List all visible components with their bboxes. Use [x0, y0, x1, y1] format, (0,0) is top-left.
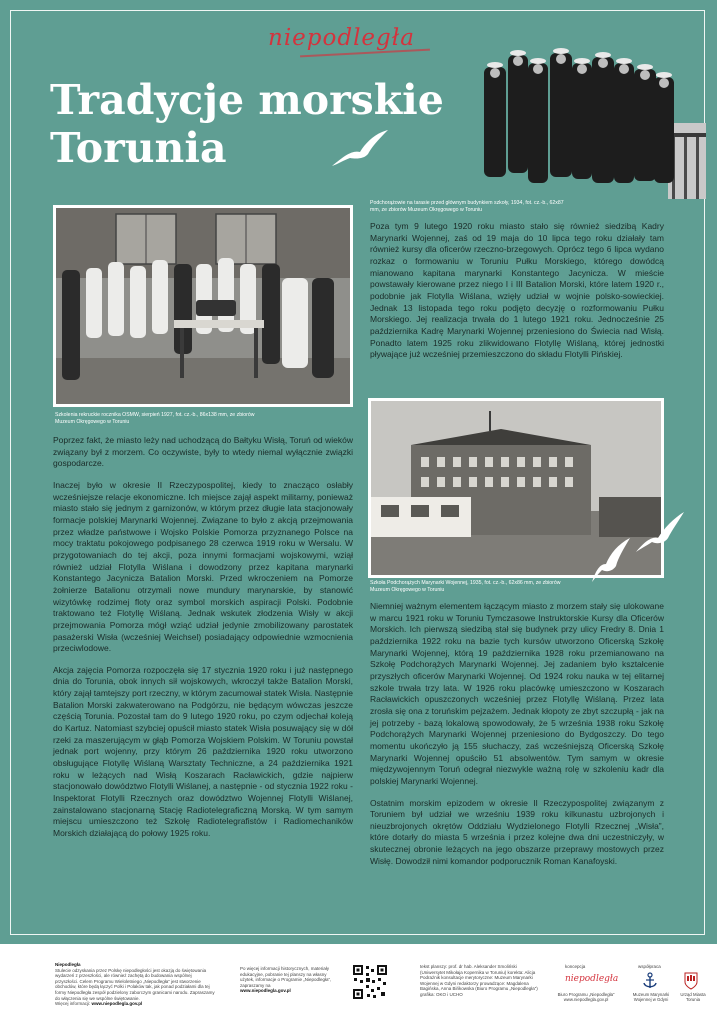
footer-city-name: Urząd Miasta Torunia	[680, 992, 706, 1002]
footer-concept-org	[556, 992, 616, 1002]
article-left-column	[53, 435, 353, 850]
footer-program-link-line	[55, 1001, 215, 1007]
paragraph: Ostatnim morskim epizodem w okresie II Rzeczypospolitej związanym z Toruniem był udział we wrześniu 1939 roku kilkunastu uzbrojonych i nieuzbrojonych okrętów Oddziału Wydzielonego Flotylli Rzecznej „Wisła”, które dotarły do miasta 5 września i przez kolejne dwa dni uczestniczyły, w skutecznej obronie leżących na jego obszarze przeprawy mostowych przez Wisłę. Dowodził nimi komandor podporucznik Roman Kanafoyski.	[370, 797, 664, 866]
recruit-training-illustration	[56, 208, 350, 404]
paragraph: Poprzez fakt, że miasto leży nad uchodzącą do Bałtyku Wisłą, Toruń od wieków związany był z morzem. Co oczywiste, były to wtedy niemal wyłącznie związki gospodarcze.	[53, 435, 353, 469]
seagull-icon	[634, 508, 686, 556]
caption-middle-right: Szkoła Podchorążych Marynarki Wojennej, 1935, fot. cz.-b., 62x86 mm, ze zbiorów Muzeum Okręgowego w Toruniu	[370, 580, 561, 593]
footer-credits-text: tekst planszy: prof. dr hab. Aleksander Smoliński (Uniwersytet Mikołaja Kopernika w Toruniu) korekta: Alicja Podrażnik konsultacje merytoryczne: Muzeum Marynarki Wojennej w Gdyni redaktorzy prowadzące: Magdalena Bagińska, Anna Bińkowska (Biuro Programu „Niepodległa”) grafika: OKO i UCHO	[420, 964, 538, 997]
footer-cooperation-label: współpraca	[638, 964, 661, 969]
qr-code-icon[interactable]	[352, 964, 388, 1000]
footer-program-text: Stulecie odzyskania przez Polskę niepodległości jest okazją do świętowania wydarzeń z przeszłości, ale również zachętą do budowania wspólnej przyszłości. Celem Programu Wieloletniego „Niepodległa” jest stworzenie obchodów, które będą łączyć Polki i Polaków tak, jak ponad podziałami dla tej formy Niepodległa zespół podzielony zaborczym granicami narodu. Zapraszamy do włączenia się we wspólne świętowanie.	[55, 967, 215, 1001]
seagull-icon	[588, 536, 632, 586]
photo-cadets-terrace	[468, 33, 706, 199]
caption-top-right: Podchorążowie na tarasie przed głównym budynkiem szkoły, 1934, fot. cz.-b., 62x87 mm, ze zbiorów Muzeum Okręgowego w Toruniu	[370, 200, 564, 213]
title-line-1: Tradycje morskie	[50, 76, 444, 124]
title-line-2: Torunia	[50, 124, 227, 172]
footer	[0, 944, 717, 1024]
caption-middle-left: Szkolenia rekruckie rocznika OSMW, sierpień 1927, fot. cz.-b., 86x138 mm, ze zbiorów Muzeum Okręgowego w Toruniu	[55, 412, 255, 425]
footer-program-link[interactable]: www.niepodlegla.gov.pl	[91, 1001, 143, 1007]
footer-concept-logo: niepodległa	[565, 974, 619, 984]
paragraph: Akcja zajęcia Pomorza rozpoczęła się 17 stycznia 1920 roku i już następnego dnia do Torunia, obok innych sił wojskowych, wkroczył także Batalion Morski, który zajął tamtejszy port rzeczny, w którym zacumował statek Wisła. Następnie Batalion Morski zakwaterowano na Podgórzu, nie będącym wówczas jeszcze częścią Torunia. Pozostał tam do 9 lutego 1920 roku, po czym odjechał koleją do Kartuz. Natomiast szybciej opuścił miasto statek Wisła posuwający się w dół rzeki za maszerującym w głąb Pomorza Wojskiem Polskim. W Toruniu powstał jednak port wojenny, przy którym 26 października 1920 roku utworzono obsługujące Flotyllę Wiślaną Warsztaty Techniczne, a 24 października 1921 roku w leżących nad Wisłą Koszarach Racławickich, gdzie najpierw stacjonowało dowództwo Flotylli Wiślanej, a następnie - od stycznia 1922 roku - Inspektorat Flotylli Rzecznych oraz dowództwo Wojennej Flotylli Wiślanej, zainstalowano stacjonarną Stację Radiotelegraficzną Morską. W tym samym miejscu umieszczono też Szkołę Radiotelegrafistów i Radiomechaników Morskich działającą do połowy 1925 roku.	[53, 664, 353, 838]
paragraph: Niemniej ważnym elementem łączącym miasto z morzem stały się ulokowane w marcu 1921 roku w Toruniu Tymczasowe Instruktorskie Kursy dla Oficerów Morskich. Ich pierwszą siedzibą stał się budynek przy ulicy Fredry 8. Dnia 1 października 1922 roku na bazie tych kursów utworzono Oficerską Szkołę Marynarki Wojennej, którą 19 października 1928 roku przemianowano na Szkołę Podchorążych Marynarki Wojennej. Jej zadaniem było kształcenie przyszłych oficerów Marynarki Wojennej. Od 1924 roku nauka w tej elitarnej szkole trwała trzy lata. W 1926 roku placówkę umieszczono w Koszarach Racławickich opuszczonych wcześniej przez Flotyllę Wiślaną. Przez lata zrosła się ona z toruńskim pejzażem. Jednak kłopoty ze zbyt szczupłą - jak na jej potrzeby - bazą lokalową spowodowały, że 5 września 1938 roku Szkołę Podchorążych Marynarki Wojennej przeniesiono do Bydgoszczy. Do tego momentu ukończyło ją 155 słuchaczy, zaś wcześniejszą Oficerską Szkołę Marynarki Wojennej opuściło 51 absolwentów. Tym samym w okresie międzywojennym Toruń odegrał niezwykle ważną rolę w szkoleniu kadr dla polskiej Marynarki Wojennej.	[370, 601, 664, 786]
footer-concept-label: koncepcja	[565, 964, 586, 969]
footer-concept-org-name: Biuro Programu „Niepodległa”	[557, 992, 615, 997]
brand-logo: niepodległa	[268, 25, 415, 51]
paragraph: Poza tym 9 lutego 1920 roku miasto stało się również siedzibą Kadry Marynarki Wojennej, zaś od 19 maja do 10 lipca tego roku działały tam również kursy dla oficerów rzeczno-brzegowych. Oprócz tego 6 lipca wydano rozkaz o formowaniu w Toruniu Pułku Morskiego, którego dowódcą mianowano kapitana marynarki Konstantego Jacynicza. W mieście powstawały kierowane przez niego I i III Batalion Morski, które latem 1920 r., podobnie jak Flotylla Wiślana, wzięły udział w wojnie polsko-sowieckiej. Jednak 13 listopada tego roku podjęto decyzję o rozformowaniu Pułku Morskiego. Jej realizacja trwała do 1 lutego 1921 roku. Jednocześnie 25 października Kadrę Marynarki Wojennej przeniesiono do Świecia nad Wisłą. Ponadto latem 1925 roku zlikwidowano Flotyllę Wiślaną, której jednostki pływające już wcześniej przemieszczono do składu Flotylli Pińskiej.	[370, 221, 664, 360]
footer-program-link-prefix: Więcej informacji:	[55, 1001, 92, 1007]
anchor-icon	[642, 972, 658, 990]
cadets-terrace-illustration	[468, 33, 706, 199]
footer-concept-link[interactable]: www.niepodlegla.gov.pl	[563, 997, 609, 1002]
article-right-top	[370, 221, 664, 371]
footer-info-text: Po więcej informacji historycznych, materiały edukacyjne, pobranie tej planszy na własny użytek, informacje o Programie „Niepodległa”, zapraszamy na	[240, 966, 332, 988]
article-right-bottom	[370, 601, 664, 877]
footer-program-block	[55, 962, 215, 1007]
footer-info-block	[240, 966, 340, 994]
footer-credits-block	[420, 964, 540, 998]
city-crest-icon	[684, 972, 698, 990]
footer-info-link[interactable]: www.niepodlegla.gov.pl	[240, 988, 291, 994]
seagull-icon	[330, 128, 390, 170]
footer-museum-name: Muzeum Marynarki Wojennej w Gdyni	[632, 992, 670, 1002]
photo-recruit-training	[53, 205, 353, 407]
footer-program-heading: Niepodległa	[55, 962, 81, 967]
paragraph: Inaczej było w okresie II Rzeczypospolitej, kiedy to znacząco osłabły wcześniejsze relacje ekonomiczne. Ich miejsce zajął aspekt militarny, ponieważ miasto stało się jednym z garnizonów, w którym przez długie lata stacjonowały formacje polskiej Marynarki Wojennej. Związane to było z akcją przejmowania przez władze państwowe i Wojsko Polskie Pomorza przyznanego Polsce na mocy traktatu pokojowego podpisanego 28 czerwca 1919 roku w Wersalu. W przygotowaniach do tej akcji, poza innymi formacjami wojskowymi, wziął również udział Flotylla Wiślana i dowodzony przez kapitana marynarki Konstantego Jacynicza Batalion Morski. Przed wkroczeniem na Pomorze żołnierze Batalionu otrzymali nowe mundury marynarskie, by stanowić wizytówkę rodzimej floty oraz symbol morskich aspiracji Polski. Podobnie traktowano też Flotyllę Wiślaną. Jednak wskutek złodzenia Wisły w akcji przejmowania Pomorza mógł wziąć udział jedynie zmobilizowany parostatek pasażerski Wisła (wcześniej Weichsel) posiadający odpowiednie wzmocnienia przeciwlodowe.	[53, 479, 353, 654]
